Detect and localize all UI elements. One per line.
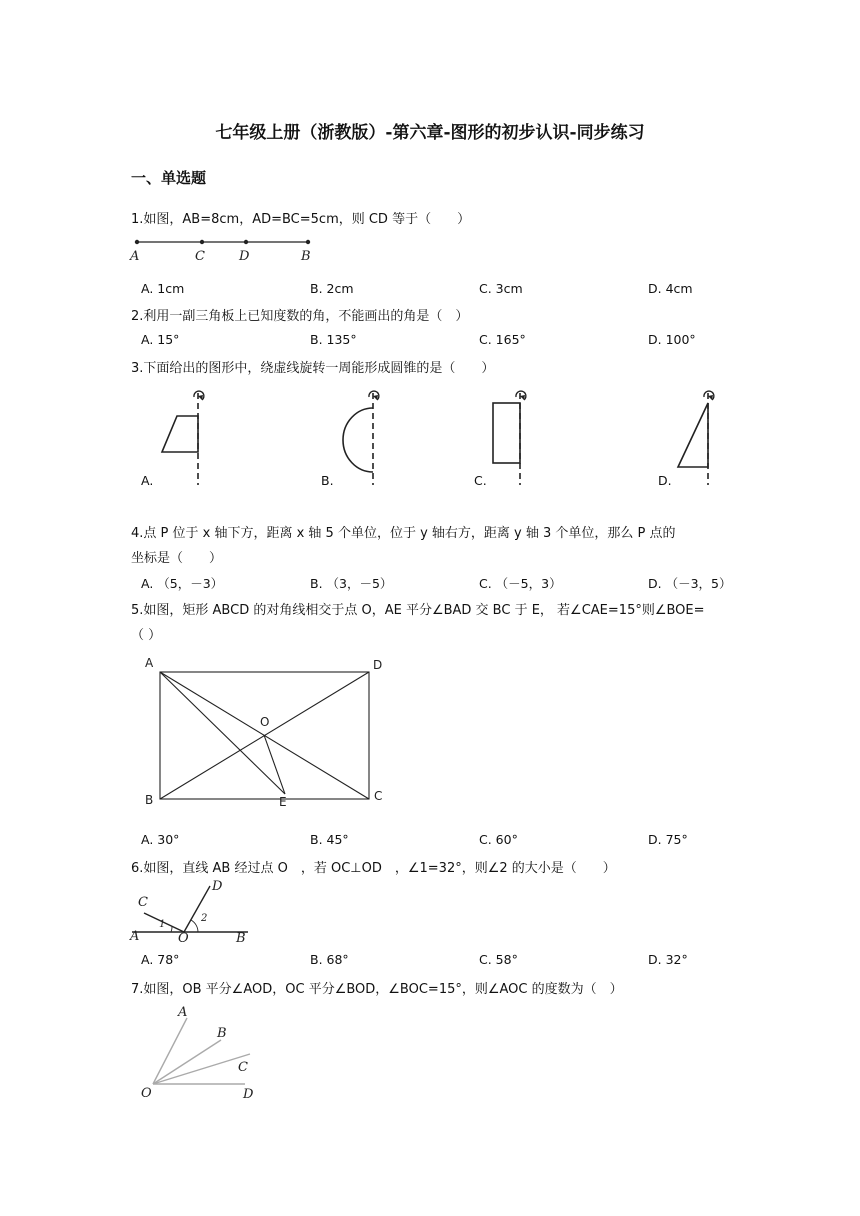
- q3-option-c[interactable]: C.: [474, 473, 487, 488]
- q5-option-c[interactable]: C. 60°: [479, 832, 518, 847]
- q2-option-b[interactable]: B. 135°: [310, 332, 357, 347]
- label-d: D: [239, 249, 250, 264]
- q2-option-a[interactable]: A. 15°: [141, 332, 180, 347]
- q4-option-c[interactable]: C. （－5，3）: [479, 576, 562, 591]
- label-angle-2: 2: [201, 913, 208, 924]
- page-title: 七年级上册（浙教版）-第六章-图形的初步认识-同步练习: [215, 123, 645, 143]
- point-c: [200, 240, 204, 244]
- segment-oe: [264, 735, 285, 794]
- q3-option-a[interactable]: A.: [141, 473, 154, 488]
- section-heading: 一、单选题: [131, 169, 207, 187]
- q1-option-a[interactable]: A. 1cm: [141, 281, 185, 296]
- q2-option-c[interactable]: C. 165°: [479, 332, 526, 347]
- question-1-stem: 1.如图，AB=8cm，AD=BC=5cm，则 CD 等于（ ）: [131, 212, 471, 227]
- label-a: A: [130, 929, 140, 944]
- q4-option-a[interactable]: A. （5，－3）: [141, 576, 224, 591]
- question-5-stem-line2: （ ）: [131, 628, 162, 643]
- q5-option-b[interactable]: B. 45°: [310, 832, 349, 847]
- q1-option-c[interactable]: C. 3cm: [479, 281, 523, 296]
- question-7-stem: 7.如图，OB 平分∠AOD，OC 平分∠BOD，∠BOC=15°，则∠AOC 的度数为（ ）: [131, 982, 623, 997]
- label-c: C: [238, 1060, 248, 1075]
- q4-option-d[interactable]: D. （－3，5）: [648, 576, 732, 591]
- question-3-stem: 3.下面给出的图形中，绕虚线旋转一周能形成圆锥的是（ ）: [131, 361, 495, 376]
- q3-option-b[interactable]: B.: [321, 473, 334, 488]
- q3-figure-d: [670, 383, 730, 488]
- label-c: C: [374, 789, 383, 803]
- q6-option-d[interactable]: D. 32°: [648, 952, 688, 967]
- question-6-figure: [128, 878, 258, 946]
- label-e: E: [279, 795, 287, 809]
- label-c: C: [195, 249, 205, 264]
- question-7-figure: [135, 1002, 275, 1102]
- q3-option-d[interactable]: D.: [658, 473, 672, 488]
- label-c: C: [138, 895, 148, 910]
- q6-option-b[interactable]: B. 68°: [310, 952, 349, 967]
- label-a: A: [130, 249, 140, 264]
- label-a: A: [145, 656, 154, 670]
- label-b: B: [217, 1026, 227, 1041]
- label-b: B: [145, 793, 154, 807]
- label-o: O: [178, 931, 189, 946]
- point-b: [306, 240, 310, 244]
- label-d: D: [212, 879, 223, 894]
- question-4-stem-line1: 4.点 P 位于 x 轴下方，距离 x 轴 5 个单位，位于 y 轴右方，距离 y 轴 3 个单位，那么 P 点的: [131, 526, 676, 541]
- question-1-figure: [125, 232, 325, 266]
- label-b: B: [236, 931, 246, 946]
- point-a: [135, 240, 139, 244]
- ray-od: [184, 886, 210, 932]
- question-2-stem: 2.利用一副三角板上已知度数的角，不能画出的角是（ ）: [131, 309, 469, 324]
- q3-figure-c: [485, 383, 555, 488]
- label-b: B: [301, 249, 311, 264]
- question-5-figure: [140, 652, 400, 812]
- label-angle-1: 1: [159, 919, 166, 930]
- q5-option-d[interactable]: D. 75°: [648, 832, 688, 847]
- q1-option-d[interactable]: D. 4cm: [648, 281, 693, 296]
- label-d: D: [373, 658, 383, 672]
- ray-oc: [153, 1054, 250, 1084]
- label-d: D: [243, 1087, 254, 1102]
- q2-option-d[interactable]: D. 100°: [648, 332, 696, 347]
- ray-ob: [153, 1040, 221, 1084]
- label-o: O: [141, 1086, 152, 1101]
- question-5-stem-line1: 5.如图，矩形 ABCD 的对角线相交于点 O，AE 平分∠BAD 交 BC 于 E， 若∠CAE=15°则∠BOE=: [131, 603, 705, 618]
- q1-option-b[interactable]: B. 2cm: [310, 281, 354, 296]
- q5-option-a[interactable]: A. 30°: [141, 832, 180, 847]
- q4-option-b[interactable]: B. （3，－5）: [310, 576, 393, 591]
- q3-figure-a: [150, 383, 220, 488]
- label-a: A: [178, 1005, 188, 1020]
- segment-ae: [160, 672, 285, 794]
- label-o: O: [260, 715, 270, 729]
- q6-option-a[interactable]: A. 78°: [141, 952, 180, 967]
- ray-oa: [153, 1018, 187, 1084]
- question-4-stem-line2: 坐标是（ ）: [131, 551, 223, 566]
- question-6-stem: 6.如图，直线 AB 经过点 O ，若 OC⊥OD ，∠1=32°，则∠2 的大小是（ ）: [131, 861, 616, 876]
- q3-figure-b: [330, 383, 400, 488]
- point-d: [244, 240, 248, 244]
- q6-option-c[interactable]: C. 58°: [479, 952, 518, 967]
